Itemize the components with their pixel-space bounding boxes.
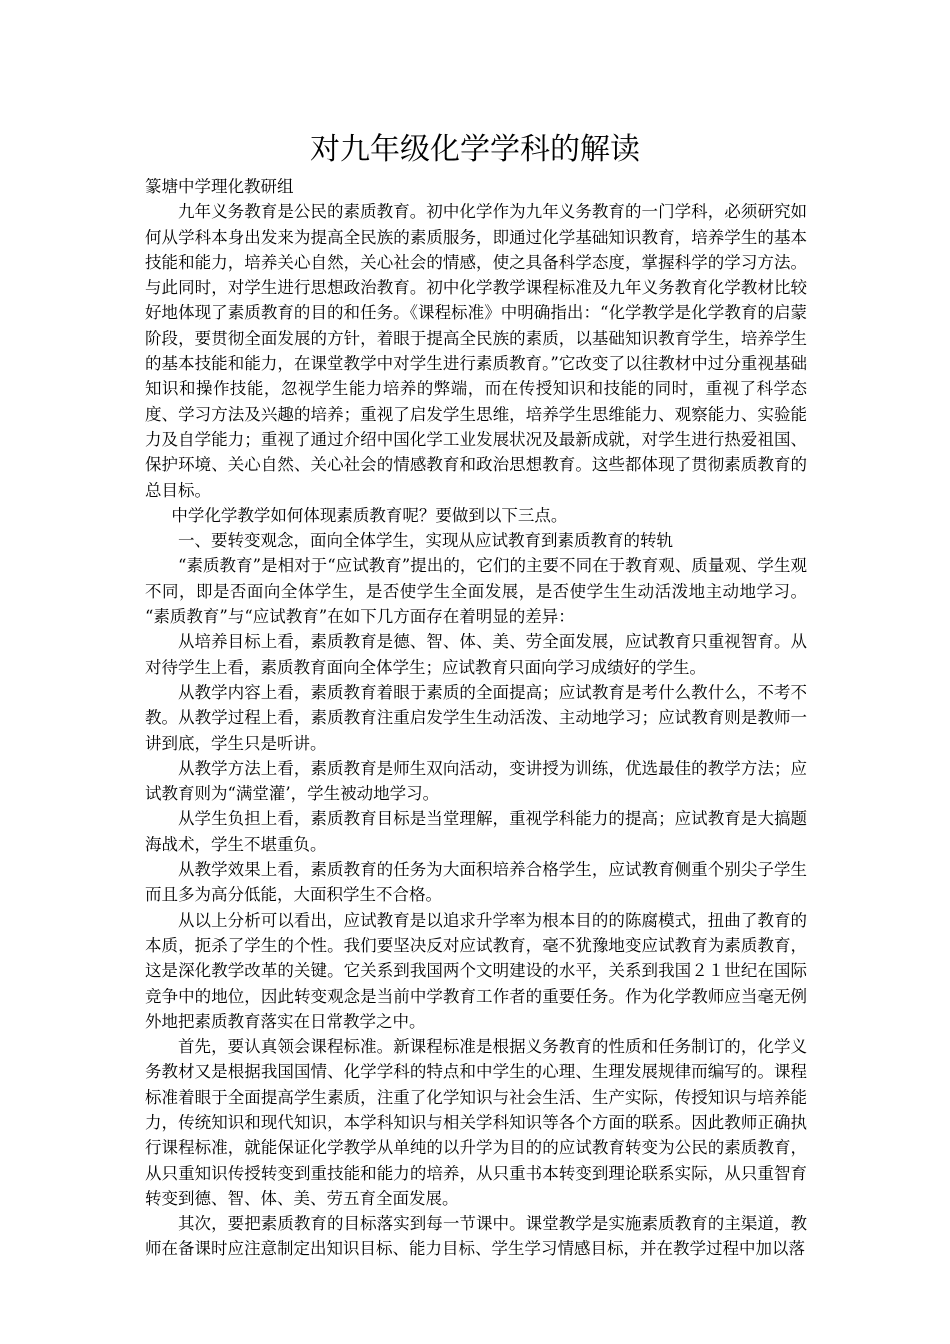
paragraph-second: 其次，要把素质教育的目标落实到每一节课中。课堂教学是实施素质教育的主渠道，教师在备课时应注意制定出知识目标、能力目标、学生学习情感目标，并在教学过程中加以落: [145, 1214, 807, 1259]
paragraph-intro: 九年义务教育是公民的素质教育。初中化学作为九年义务教育的一门学科，必须研究如何从学科本身出发来为提高全民族的素质服务，即通过化学基础知识教育，培养学生的基本技能和能力，培养关心自然，关心社会的情感，使之具备科学态度，掌握科学的学习方法。与此同时，对学生进行思想政治教育。初中化学教学课程标准及九年义务教育化学教材比较好地体现了素质教育的目的和任务。《课程标准》中明确指出：“化学教学是化学教育的启蒙阶段，要贯彻全面发展的方针，着眼于提高全民族的素质，以基础知识教育学生，培养学生的基本技能和能力，在课堂教学中对学生进行素质教育。”它改变了以往教材中过分重视基础知识和操作技能，忽视学生能力培养的弊端，而在传授知识和技能的同时，重视了科学态度、学习方法及兴趣的培养；重视了启发学生思维，培养学生思维能力、观察能力、实验能力及自学能力；重视了通过介绍中国化学工业发展状况及最新成就，对学生进行热爱祖国、保护环境、关心自然、关心社会的情感教育和政治思想教育。这些都体现了贯彻素质教育的总目标。: [145, 202, 807, 500]
document-title: 对九年级化学学科的解读: [310, 132, 640, 167]
paragraph-analysis: 从以上分析可以看出，应试教育是以追求升学率为根本目的的陈腐模式，扭曲了教育的本质，扼杀了学生的个性。我们要坚决反对应试教育，毫不犹豫地变应试教育为素质教育，这是深化教学改革的关键。它关系到我国两个文明建设的水平，关系到我国２１世纪在国际竞争中的地位，因此转变观念是当前中学教育工作者的重要任务。作为化学教师应当毫无例外地把素质教育落实在日常教学之中。: [145, 910, 807, 1031]
section-heading-1: 一、要转变观念，面向全体学生，实现从应试教育到素质教育的转轨: [178, 531, 673, 551]
author-line: 篆塘中学理化教研组: [145, 177, 294, 196]
paragraph-goals: 从培养目标上看，素质教育是德、智、体、美、劳全面发展，应试教育只重视智育。从对待学生上看，素质教育面向全体学生；应试教育只面向学习成绩好的学生。: [145, 632, 807, 677]
document-body: [145, 174, 807, 1262]
paragraph-comparison: “素质教育”是相对于“应试教育”提出的，它们的主要不同在于教育观、质量观、学生观不同，即是否面向全体学生，是否使学生全面发展，是否使学生生动活泼地主动地学习。 “素质教育”与“应试教育”在如下几方面存在着明显的差异：: [145, 556, 807, 627]
paragraph-effect: 从教学效果上看，素质教育的任务为大面积培养合格学生，应试教育侧重个别尖子学生而且多为高分低能，大面积学生不合格。: [145, 860, 807, 905]
paragraph-question: 中学化学教学如何体现素质教育呢？要做到以下三点。: [171, 505, 568, 525]
paragraph-methods: 从教学方法上看，素质教育是师生双向活动，变讲授为训练，优选最佳的教学方法；应试教育则为“满堂灌’，学生被动地学习。: [145, 758, 807, 804]
paragraph-first: 首先，要认真领会课程标准。新课程标准是根据义务教育的性质和任务制订的，化学义务教材又是根据我国国情、化学学科的特点和中学生的心理、生理发展规律而编写的。课程标准着眼于全面提高学生素质，注重了化学知识与社会生活、生产实际，传授知识与培养能力，传统知识和现代知识，本学科知识与相关学科知识等各个方面的联系。因此教师正确执行课程标准，就能保证化学教学从单纯的以升学为目的的应试教育转变为公民的素质教育，从只重知识传授转变到重技能和能力的培养，从只重书本转变到理论联系实际，从只重智育转变到德、智、体、美、劳五育全面发展。: [145, 1037, 807, 1208]
paragraph-burden: 从学生负担上看，素质教育目标是当堂理解，重视学科能力的提高；应试教育是大搞题海战术，学生不堪重负。: [145, 809, 807, 854]
paragraph-content: 从教学内容上看，素质教育着眼于素质的全面提高；应试教育是考什么教什么，不考不教。从教学过程上看，素质教育注重启发学生生动活泼、主动地学习；应试教育则是教师一讲到底，学生只是听讲。: [145, 682, 807, 753]
